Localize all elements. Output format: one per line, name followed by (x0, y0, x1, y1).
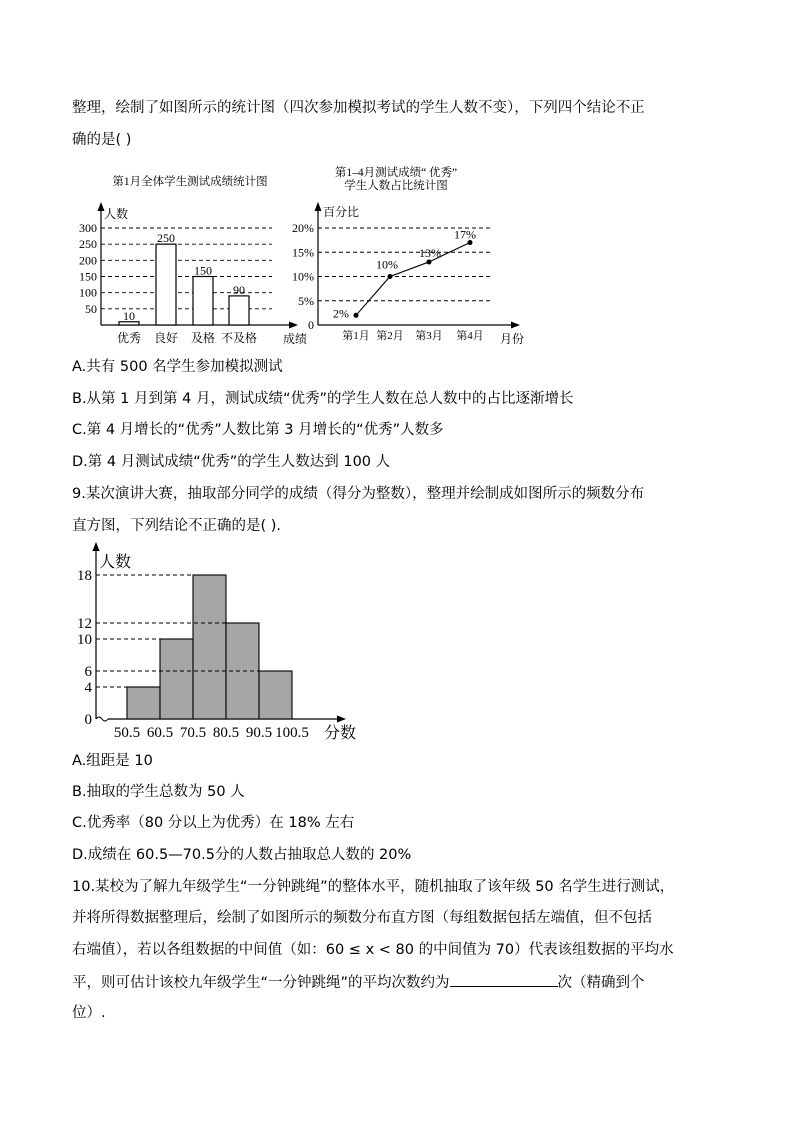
q9-line-2: 直方图，下列结论不正确的是( ). (72, 518, 282, 534)
q9-option-c: C.优秀率（80 分以上为优秀）在 18% 左右 (72, 815, 355, 831)
y-tick-label: 15% (292, 245, 314, 260)
y-tick-label: 150 (79, 269, 97, 284)
series-line (356, 243, 470, 316)
x-tick-label: 良好 (153, 331, 179, 345)
bar-value-label: 10 (123, 308, 135, 323)
y-tick-label: 0 (84, 712, 92, 728)
q10-line-4 (72, 972, 645, 993)
y-tick-label: 100 (79, 285, 97, 300)
x-tick-label: 第1月 (342, 330, 370, 342)
bar (193, 277, 213, 326)
y-axis-label: 百分比 (323, 205, 360, 219)
data-label: 17% (454, 227, 476, 242)
q9-option-d: D.成绩在 60.5—70.5分的人数占抽取总人数的 20% (72, 847, 412, 863)
q8-line-2: 确的是( ) (72, 132, 132, 148)
x-tick-label: 60.5 (146, 725, 174, 741)
q10-line-4-tail: 次（精确到个 (557, 975, 645, 991)
y-tick-label: 10% (292, 269, 314, 284)
bar (156, 244, 176, 325)
answer-blank[interactable] (450, 972, 558, 987)
y-tick-label: 6 (84, 664, 92, 680)
q8-option-b: B.从第 1 月到第 4 月，测试成绩“优秀”的学生人数在总人数中的占比逐渐增长 (72, 391, 574, 407)
x-tick-label: 优秀 (116, 331, 142, 345)
y-tick-label: 4 (84, 680, 92, 696)
y-tick-label: 12 (77, 616, 92, 632)
q9-option-a: A.组距是 10 (72, 753, 153, 769)
x-tick-label: 及格 (190, 331, 216, 345)
data-point (388, 274, 393, 279)
y-tick-label: 5% (298, 293, 314, 308)
x-axis-label: 成绩 (283, 332, 308, 346)
chart-month1-scores (79, 174, 307, 346)
q8-option-d: D.第 4 月测试成绩“优秀”的学生人数达到 100 人 (72, 454, 391, 470)
x-tick-label: 第2月 (376, 330, 404, 342)
histogram-bar (259, 671, 292, 719)
histogram-bar (193, 575, 226, 719)
bar (229, 296, 249, 325)
chart-title-line-1: 第1–4月测试成绩“ 优秀” (334, 167, 458, 179)
q10-line-1: 10.某校为了解九年级学生“一分钟跳绳”的整体水平，随机抽取了该年级 50 名学生进行测试， (72, 879, 675, 895)
y-tick-label: 300 (79, 221, 97, 235)
x-axis-arrow-icon (511, 322, 520, 329)
y-tick-label: 0 (308, 318, 314, 332)
bar-value-label: 250 (157, 231, 175, 246)
q8-option-c: C.第 4 月增长的“优秀”人数比第 3 月增长的“优秀”人数多 (72, 422, 444, 438)
q9-option-b: B.抽取的学生总数为 50 人 (72, 784, 245, 800)
x-tick-label: 不及格 (220, 331, 258, 345)
x-tick-label: 70.5 (179, 725, 207, 741)
y-axis-arrow-icon (315, 202, 322, 211)
chart-title: 第1月全体学生测试成绩统计图 (112, 176, 268, 188)
y-tick-label: 20% (292, 221, 314, 235)
q9-line-1: 9.某次演讲大赛，抽取部分同学的成绩（得分为整数），整理并绘制成如图所示的频数分布 (72, 486, 645, 502)
x-axis-arrow-icon (289, 322, 298, 329)
q8-line-1: 整理，绘制了如图所示的统计图（四次参加模拟考试的学生人数不变），下列四个结论不正 (72, 100, 645, 116)
chart-excellent-ratio (292, 165, 524, 346)
y-axis-label: 人数 (104, 207, 129, 221)
data-point (427, 259, 432, 264)
chart-title-line-2: 学生人数占比统计图 (344, 180, 448, 192)
y-tick-label: 10 (77, 632, 92, 648)
q10-line-5: 位）. (72, 1005, 106, 1021)
data-label: 13% (419, 245, 441, 260)
x-axis-arrow-icon (337, 716, 346, 723)
bar-value-label: 90 (233, 282, 245, 297)
y-tick-label: 18 (77, 568, 92, 584)
y-tick-label: 50 (85, 301, 97, 316)
y-tick-label: 250 (79, 237, 97, 252)
histogram-bar (127, 687, 160, 719)
q10-line-2: 并将所得数据整理后，绘制了如图所示的频数分布直方图（每组数据包括左端值，但不包括 (72, 910, 652, 926)
histogram-bar (160, 639, 193, 719)
y-tick-label: 200 (79, 253, 97, 268)
x-tick-label: 50.5 (113, 725, 141, 741)
chart-histogram (77, 542, 356, 742)
x-axis-label: 分数 (324, 725, 357, 742)
x-axis-label: 月份 (500, 332, 525, 346)
bar-value-label: 150 (194, 263, 212, 278)
axis-break-icon (96, 717, 108, 721)
y-axis-arrow-icon (93, 542, 100, 551)
x-tick-label: 90.5 (245, 725, 273, 741)
q10-line-3: 右端值），若以各组数据的中间值（如：60 ≤ x < 80 的中间值为 70）代表该组数据的平均水 (72, 942, 674, 958)
x-tick-label: 第4月 (456, 330, 484, 342)
data-point (354, 313, 359, 318)
y-axis-label: 人数 (99, 554, 132, 571)
data-label: 10% (376, 257, 398, 272)
q8-option-a: A.共有 500 名学生参加模拟测试 (72, 359, 283, 375)
data-label: 2% (333, 306, 349, 321)
x-tick-label: 80.5 (212, 725, 240, 741)
x-tick-label: 第3月 (415, 330, 443, 342)
x-tick-label: 100.5 (275, 725, 309, 741)
q10-line-4-text: 平，则可估计该校九年级学生“一分钟跳绳”的平均次数约为 (72, 975, 450, 991)
